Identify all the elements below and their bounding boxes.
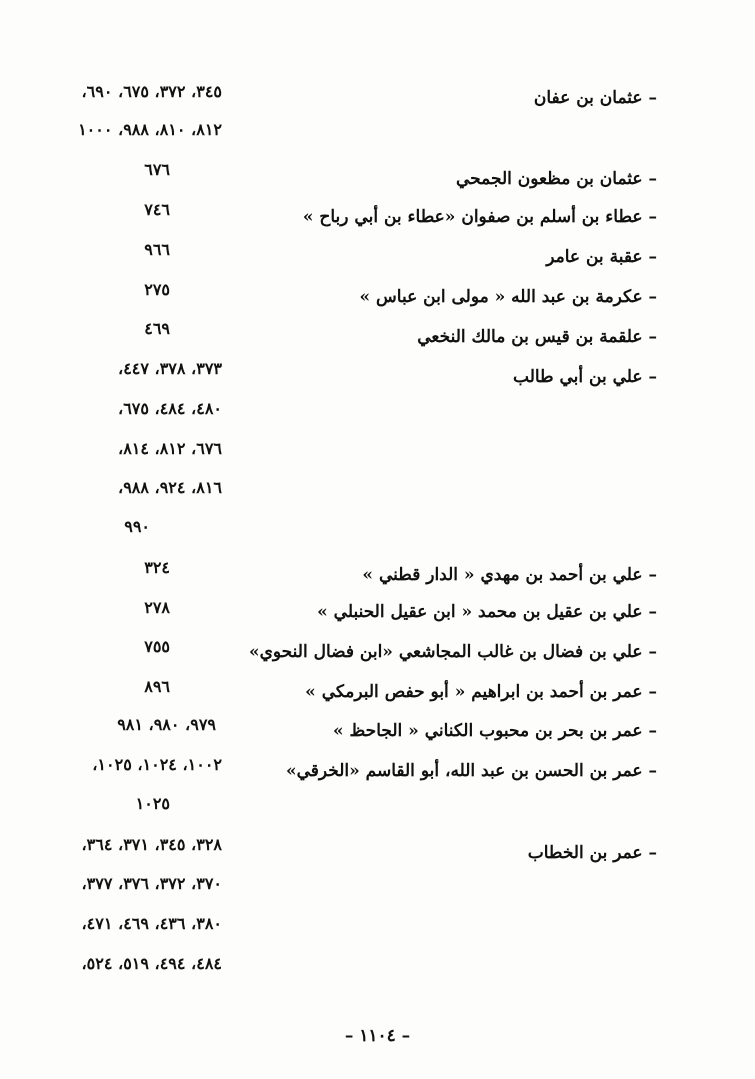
page-number: – ١١٠٤ – <box>344 1026 411 1046</box>
page-refs: ٣٤٥، ٣٧٢، ٦٧٥، ٦٩٠، <box>81 82 222 101</box>
page-refs: ٢٧٥ <box>144 280 170 299</box>
index-entry: – عثمان بن مظعون الجمحي <box>456 169 657 189</box>
page-refs: ٩٧٩، ٩٨٠، ٩٨١ <box>117 715 216 734</box>
page-refs: ٨١٦، ٩٢٤، ٩٨٨، <box>118 478 222 497</box>
index-entry: – علي بن عقيل بن محمد « ابن عقيل الحنبلي » <box>317 602 657 622</box>
page-refs: ١٠٠٢، ١٠٢٤، ١٠٢٥، <box>92 755 222 774</box>
index-entry: – علي بن فضال بن غالب المجاشعي «ابن فضال النحوي» <box>248 642 657 662</box>
index-entry: – عقبة بن عامر <box>546 247 657 267</box>
index-entry: – علقمة بن قيس بن مالك النخعي <box>417 327 657 347</box>
page-refs: ٨٩٦ <box>144 677 170 696</box>
page-refs: ٣٢٤ <box>144 558 170 577</box>
index-entry: – عمر بن الخطاب <box>527 843 657 863</box>
page-refs: ٧٤٦ <box>144 200 170 219</box>
page-refs: ٦٧٦ <box>144 160 170 179</box>
index-entry: – عثمان بن عفان <box>533 88 657 108</box>
page-refs: ٤٨٠، ٤٨٤، ٦٧٥، <box>118 399 222 418</box>
page-refs: ٧٥٥ <box>144 637 170 656</box>
page-refs: ٩٦٦ <box>144 240 170 259</box>
index-entry: – عكرمة بن عبد الله « مولى ابن عباس » <box>359 287 657 307</box>
page-refs: ٣٧٠، ٣٧٢، ٣٧٦، ٣٧٧، <box>81 874 222 893</box>
page-refs: ٣٨٠، ٤٣٦، ٤٦٩، ٤٧١، <box>81 914 222 933</box>
page-refs: ٣٢٨، ٣٤٥، ٣٧١، ٣٦٤، <box>81 835 222 854</box>
page-refs: ٦٧٦، ٨١٢، ٨١٤، <box>118 439 222 458</box>
page-refs: ١٠٢٥ <box>135 794 170 813</box>
page-refs: ٨١٢، ٨١٠، ٩٨٨، ١٠٠٠ <box>78 120 222 139</box>
page-refs: ٣٧٣، ٣٧٨، ٤٤٧، <box>118 359 222 378</box>
index-entry: – عمر بن بحر بن محبوب الكناني « الجاحظ » <box>333 721 657 741</box>
index-entry: – علي بن أحمد بن مهدي « الدار قطني » <box>362 565 657 585</box>
page-refs: ٩٩٠ <box>124 517 150 536</box>
index-entry: – علي بن أبي طالب <box>513 367 657 387</box>
page-refs: ٢٧٨ <box>144 598 170 617</box>
page-refs: ٤٦٩ <box>144 319 170 338</box>
page-refs: ٤٨٤، ٤٩٤، ٥١٩، ٥٢٤، <box>81 954 222 973</box>
index-entry: – عمر بن الحسن بن عبد الله، أبو القاسم «الخرقي» <box>285 761 657 781</box>
index-entry: – عطاء بن أسلم بن صفوان «عطاء بن أبي رباح » <box>302 207 657 227</box>
index-entry: – عمر بن أحمد بن ابراهيم « أبو حفص البرمكي » <box>305 682 657 702</box>
